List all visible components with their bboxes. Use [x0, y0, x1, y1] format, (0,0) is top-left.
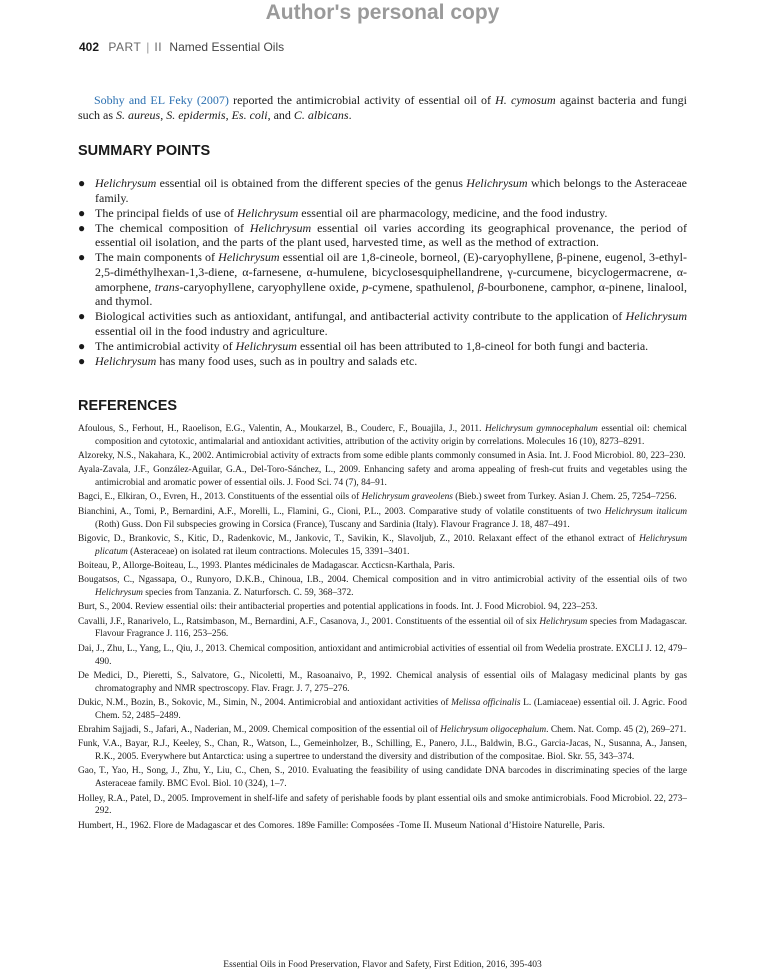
summary-point: ● Biological activities such as antioxidant, antifungal, and antibacterial activity contribute to the application of Helichrysum essential oil in the food industry and agriculture. — [78, 309, 687, 338]
reference-entry: Dukic, N.M., Bozin, B., Sokovic, M., Simin, N., 2004. Antimicrobial and antioxidant activities of Melissa officinalis L. (Lamiaceae) essential oil. J. Agric. Food Chem. 52, 2485–2489. — [78, 697, 687, 721]
running-header — [79, 40, 284, 54]
reference-entry: Burt, S., 2004. Review essential oils: their antibacterial properties and potential applications in foods. Int. J. Food Microbiol. 94, 223–253. — [78, 602, 598, 613]
part-label: PART — [108, 40, 142, 54]
summary-point: ● Helichrysum essential oil is obtained from the different species of the genus Helichrysum which belongs to the Asteraceae family. — [78, 176, 687, 205]
reference-entry: Afoulous, S., Ferhout, H., Raoelison, E.G., Valentin, A., Moukarzel, B., Couderc, F., Bouajila, J., 2011. Helichrysum gymnocephalum essential oil: chemical composition and cytotoxic, antimalarial and antioxidant activities, attribution of the activity origin by correlations. Molecules 16 (10), 8273–8291. — [78, 424, 687, 447]
page-footer: Essential Oils in Food Preservation, Flavor and Safety, First Edition, 2016, 395-403 — [223, 960, 542, 970]
reference-entry: Bagci, E., Elkiran, O., Evren, H., 2013. Constituents of the essential oils of Helichrysum graveolens (Bieb.) sweet from Turkey. Asian J. Chem. 25, 7254–7256. — [78, 492, 677, 503]
reference-entry: Holley, R.A., Patel, D., 2005. Improvement in shelf-life and safety of perishable foods by plant essential oils and smoke antimicrobials. Food Microbiol. 22, 273–292. — [78, 793, 687, 817]
reference-entry: Funk, V.A., Bayar, R.J., Keeley, S., Chan, R., Watson, L., Gemeinholzer, B., Schilling, E., Panero, J.L., Baldwin, B.G., Garcia-Jacas, N., Susanna, A., Jansen, R.K., 2005. Everywhere but Antarctica: using a supertree to understand the diversity and distribution of the compositae. Biol. Skr. 55, 343–374. — [78, 739, 687, 763]
reference-entry: De Medici, D., Pieretti, S., Salvatore, G., Nicoletti, M., Rasoanaivo, P., 1992. Chemical analysis of essential oils of Malagasy medicinal plants by gas chromatography and NMR spectroscopy. Flav. Fragr. J. 7, 275–276. — [78, 670, 687, 694]
summary-list — [78, 176, 687, 369]
citation-link[interactable]: Sobhy and EL Feky (2007) — [94, 93, 229, 107]
bullet-icon: ● — [78, 205, 86, 220]
reference-entry: Bianchini, A., Tomi, P., Bernardini, A.F., Morelli, L., Flamini, G., Cioni, P.L., 2003. Comparative study of volatile constituents of two Helichrysum italicum (Roth) Guss. Don Fil subspecies growing in Corsica (France), Tuscany and Sardinia (Italy). Flavour Fragrance J. 18, 487–491. — [78, 506, 687, 530]
intro-paragraph: Sobhy and EL Feky (2007) reported the antimicrobial activity of essential oil of H. cymosum against bacteria and fungi such as S. aureus, S. epidermis, Es. coli, and C. albicans. — [78, 93, 687, 122]
reference-entry: Ebrahim Sajjadi, S., Jafari, A., Naderian, M., 2009. Chemical composition of the essential oil of Helichrysum oligocephalum. Chem. Nat. Comp. 45 (2), 269–271. — [78, 725, 687, 736]
reference-entry: Bigovic, D., Brankovic, S., Kitic, D., Radenkovic, M., Jankovic, T., Savikin, K., Slavoljub, Z., 2010. Relaxant effect of the ethanol extract of Helichrysum plicatum (Asteraceae) on isolated rat ileum contractions. Molecules 15, 3391–3401. — [78, 533, 687, 557]
bullet-icon: ● — [78, 220, 86, 235]
header-separator: | — [146, 40, 150, 54]
reference-entry: Ayala-Zavala, J.F., González-Aguilar, G.A., Del-Toro-Sánchez, L., 2009. Enhancing safety and aroma appealing of fresh-cut fruits and vegetables using the antimicrobial and aromatic power of essential oils. J. Food Sci. 74 (7), 84–91. — [78, 465, 687, 489]
summary-point: ● The antimicrobial activity of Helichrysum essential oil has been attributed to 1,8-cineol for both fungi and bacteria. — [78, 339, 649, 354]
page-number: 402 — [79, 40, 100, 54]
reference-entry: Dai, J., Zhu, L., Yang, L., Qiu, J., 2013. Chemical composition, antioxidant and antimicrobial activities of essential oil from Wedelia prostrate. EXCLI J. 12, 479–490. — [78, 643, 687, 667]
bullet-icon: ● — [78, 339, 86, 354]
bullet-icon: ● — [78, 176, 86, 190]
references-heading: REFERENCES — [78, 398, 178, 414]
bullet-icon: ● — [78, 250, 86, 265]
reference-entry: Boiteau, P., Allorge-Boiteau, L., 1993. Plantes médicinales de Madagascar. Accticsn-Karthala, Paris. — [78, 560, 455, 571]
watermark: Author's personal copy — [265, 1, 500, 24]
references-list — [78, 423, 687, 834]
summary-point: ● The principal fields of use of Helichrysum essential oil are pharmacology, medicine, and the food industry. — [78, 205, 608, 220]
summary-heading: SUMMARY POINTS — [78, 143, 211, 159]
part-number: II — [154, 40, 163, 54]
reference-entry: Bougatsos, C., Ngassapa, O., Runyoro, D.K.B., Chinoua, I.B., 2004. Chemical composition and in vitro antimicrobial activity of the essential oils of two Helichrysum species from Tanzania. Z. Naturforsch. C. 59, 368–372. — [78, 575, 687, 599]
summary-point: ● Helichrysum has many food uses, such as in poultry and salads etc. — [78, 354, 418, 369]
bullet-icon: ● — [78, 354, 86, 369]
chapter-title: Named Essential Oils — [169, 40, 285, 54]
summary-point: ● The main components of Helichrysum essential oil are 1,8-cineole, borneol, (E)-caryophyllene, β-pinene, eugenol, 3-ethyl-2,5-diméthylhexan-1,3-diene, α-farnesene, α-humulene, bicyclosesquiphellandrene, γ-curcumene, bicyclogermacrene, α-amorphene, trans-caryophyllene, caryophyllene oxide, p-cymene, spathulenol, β-bourbonene, camphor, α-pinene, linalool, and thymol. — [78, 250, 688, 309]
summary-point: ● The chemical composition of Helichrysum essential oil varies according its geographical provenance, the period of essential oil isolation, and the parts of the plant used, harvested time, as well as the method of extraction. — [78, 220, 688, 250]
reference-entry: Cavalli, J.F., Ranarivelo, L., Ratsimbason, M., Bernardini, A.F., Casanova, J., 2001. Constituents of the essential oil of six Helichrysum species from Madagascar. Flavour Fragrance J. 116, 253–256. — [78, 616, 687, 640]
bullet-icon: ● — [78, 309, 86, 324]
reference-entry: Humbert, H., 1962. Flore de Madagascar et des Comores. 189e Famille: Composées -Tome II. Museum National d’Histoire Naturelle, Paris. — [78, 820, 605, 831]
reference-entry: Alzoreky, N.S., Nakahara, K., 2002. Antimicrobial activity of extracts from some edible plants commonly consumed in Asia. Int. J. Food Microbiol. 80, 223–230. — [78, 451, 686, 462]
reference-entry: Gao, T., Yao, H., Song, J., Zhu, Y., Liu, C., Chen, S., 2010. Evaluating the feasibility of using candidate DNA barcodes in discriminating species of the large Asteraceae family. BMC Evol. Biol. 10 (324), 1–7. — [78, 766, 687, 790]
